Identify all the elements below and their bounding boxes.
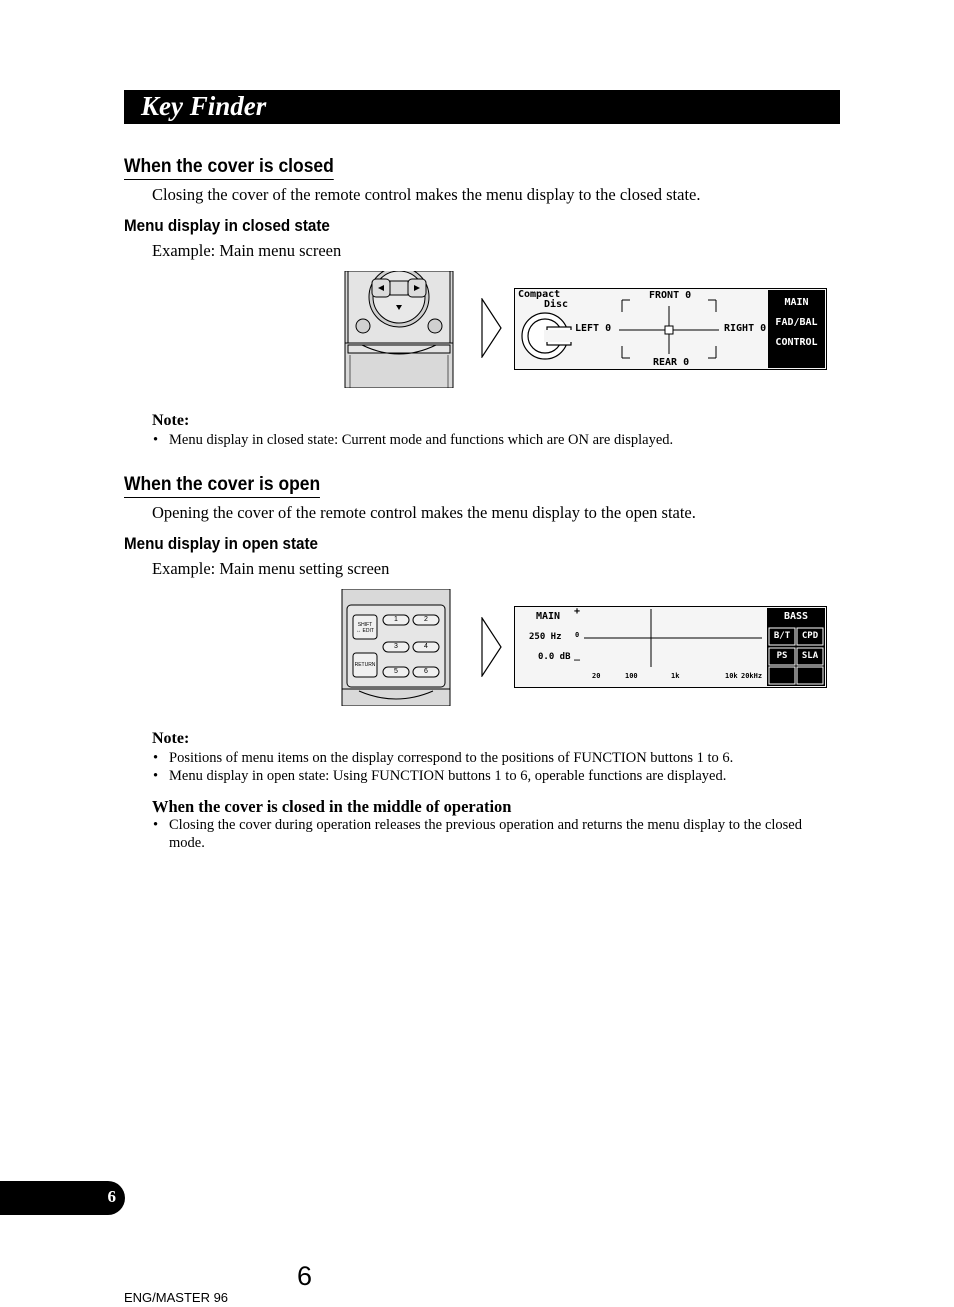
- heading-cover-open: When the cover is open: [124, 474, 320, 498]
- plus-marker: +: [574, 606, 581, 617]
- note-text: Closing the cover during operation releases the previous operation and returns the menu display to the closed mode.: [169, 817, 802, 851]
- zero-marker: 0: [575, 631, 580, 639]
- middle-operation-bullet: [153, 816, 819, 852]
- note-bullet-open-1: [153, 749, 829, 767]
- closed-state-display: [514, 288, 827, 370]
- function-button-4: 4: [424, 643, 428, 650]
- subheading-closed-state: Menu display in closed state: [124, 217, 330, 235]
- subheading-open-state: Menu display in open state: [124, 535, 319, 553]
- note-label-open: Note:: [152, 730, 190, 747]
- source-label-line1: Compact: [518, 289, 561, 300]
- menu-item-control: CONTROL: [775, 337, 818, 348]
- left-value: LEFT 0: [575, 323, 612, 334]
- source-label: [518, 290, 568, 310]
- menu-title: MAIN: [784, 297, 809, 308]
- note-text: Menu display in open state: Using FUNCTION buttons 1 to 6, operable functions are displayed.: [169, 768, 727, 784]
- page-title: Key Finder: [141, 91, 267, 121]
- source-label-line2: Disc: [544, 299, 569, 310]
- right-value: RIGHT 0: [724, 323, 767, 334]
- note-label-closed: Note:: [152, 412, 190, 429]
- intro-cover-open: Opening the cover of the remote control makes the menu display to the open state.: [152, 503, 696, 522]
- open-state-display: [514, 606, 827, 688]
- middle-operation-heading: When the cover is closed in the middle of operation: [152, 797, 512, 816]
- shift-edit-button: [353, 622, 377, 634]
- heading-cover-closed: When the cover is closed: [124, 156, 334, 180]
- bullet-dot-icon: •: [153, 817, 159, 833]
- function-button-3: 3: [394, 643, 398, 650]
- title-bar: [124, 90, 840, 124]
- frequency-value: 250 Hz: [529, 632, 562, 642]
- x-tick-20: 20: [592, 672, 601, 680]
- function-button-1: 1: [394, 616, 398, 623]
- note-text: Menu display in closed state: Current mode and functions which are ON are displayed.: [169, 432, 674, 448]
- function-sla: SLA: [801, 651, 819, 661]
- remote-open-illustration: [341, 589, 451, 706]
- page-tab-number: 6: [107, 1187, 116, 1206]
- bullet-dot-icon: •: [153, 432, 159, 448]
- example-closed: Example: Main menu screen: [152, 241, 342, 260]
- arrow-right-icon: [481, 617, 503, 677]
- x-tick-1k: 1k: [671, 672, 680, 680]
- level-value: 0.0 dB: [538, 652, 571, 662]
- x-tick-10k: 10k: [725, 672, 738, 680]
- page-tab: [0, 1181, 125, 1215]
- x-tick-20khz: 20kHz: [741, 672, 763, 680]
- page-number: 6: [297, 1261, 313, 1291]
- arrow-right-icon: [481, 298, 503, 358]
- rear-value: REAR 0: [653, 357, 690, 368]
- function-cpd: CPD: [801, 631, 819, 641]
- bullet-dot-icon: •: [153, 768, 159, 784]
- function-button-5: 5: [394, 668, 398, 675]
- bullet-dot-icon: •: [153, 750, 159, 766]
- front-value: FRONT 0: [649, 290, 692, 301]
- closed-menu-panel: [768, 293, 825, 353]
- intro-cover-closed: Closing the cover of the remote control makes the menu display to the closed state.: [152, 185, 701, 204]
- note-bullet-closed: [153, 431, 829, 449]
- edit-label: ↔ EDIT: [356, 628, 374, 634]
- function-button-6: 6: [424, 668, 428, 675]
- function-ps: PS: [776, 651, 788, 661]
- example-open: Example: Main menu setting screen: [152, 559, 390, 578]
- function-button-2: 2: [424, 616, 428, 623]
- x-tick-100: 100: [625, 672, 638, 680]
- minus-marker: _: [574, 650, 581, 661]
- open-menu-name: MAIN: [536, 611, 561, 622]
- return-button: RETURN: [354, 662, 376, 668]
- menu-item-fad-bal: FAD/BAL: [775, 317, 818, 328]
- shift-label: SHIFT: [357, 622, 373, 628]
- function-bass: BASS: [783, 611, 809, 622]
- function-bt: B/T: [773, 631, 791, 641]
- footer-code: ENG/MASTER 96: [124, 1290, 229, 1305]
- note-bullet-open-2: [153, 767, 829, 785]
- note-text: Positions of menu items on the display correspond to the positions of FUNCTION buttons 1 to 6.: [169, 750, 734, 766]
- remote-closed-illustration: [344, 271, 454, 388]
